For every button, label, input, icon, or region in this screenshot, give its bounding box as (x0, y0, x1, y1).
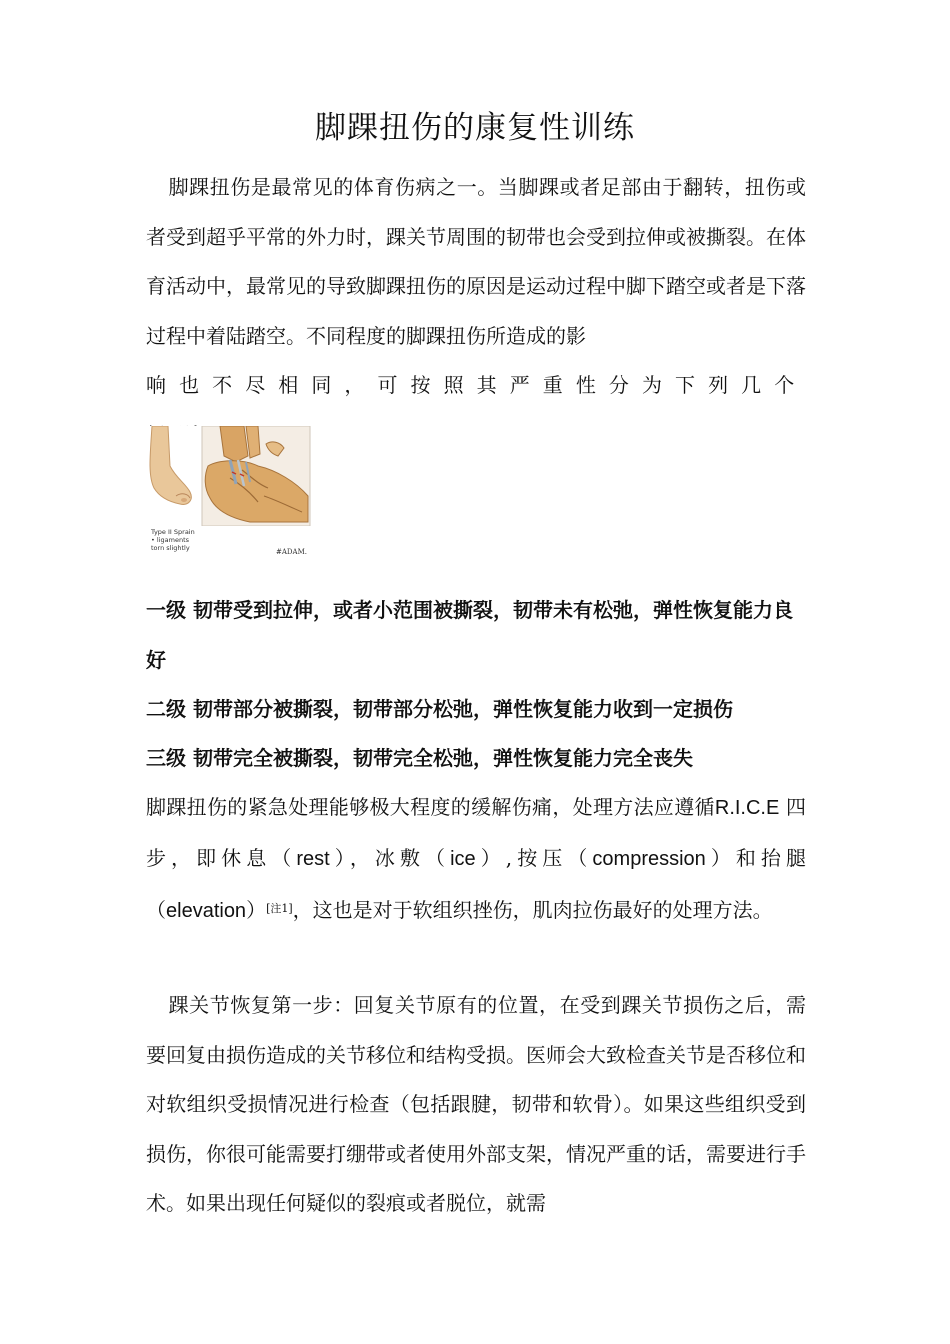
footnote-marker[interactable]: [注1] (266, 902, 293, 915)
ankle-sprain-illustration (146, 426, 312, 560)
intro-paragraph (146, 163, 806, 460)
level-three: 三级 韧带完全被撕裂，韧带完全松弛，弹性恢复能力完全丧失 (146, 746, 693, 770)
intro-last-line: 响也不尽相同，可按照其严重性分为下列几个 (146, 373, 806, 397)
level-one: 一级 韧带受到拉伸，或者小范围被撕裂，韧带未有松弛，弹性恢复能力良好 (146, 598, 793, 672)
treatment-paragraph: 脚踝扭伤的紧急处理能够极大程度的缓解伤痛，处理方法应遵循R.I.C.E 四步，即休息（rest），冰敷（ice）,按压（compression）和抬腿（elevation）[注1]，这也是对于软组织挫伤，肌肉拉伤最好的处理方法。 (146, 795, 807, 922)
figure-caption: Type II Sprain • ligaments torn slightly (151, 528, 195, 552)
intro-text: 脚踝扭伤是最常见的体育伤病之一。当脚踝或者足部由于翻转，扭伤或者受到超乎平常的外力时，踝关节周围的韧带也会受到拉伸或被撕裂。在体育活动中，最常见的导致脚踝扭伤的原因是运动过程中脚下踏空或者是下落过程中着陆踏空。不同程度的脚踝扭伤所造成的影 (146, 175, 806, 348)
recovery-paragraph (146, 981, 806, 1229)
page-title: 脚踝扭伤的康复性训练 (315, 110, 635, 146)
level-two: 二级 韧带部分被撕裂，韧带部分松弛，弹性恢复能力收到一定损伤 (146, 697, 733, 721)
recovery-text: 踝关节恢复第一步：回复关节原有的位置，在受到踝关节损伤之后，需要回复由损伤造成的关节移位和结构受损。医师会大致检查关节是否移位和对软组织受损情况进行检查（包括跟腱，韧带和软骨）。如果这些组织受到损伤，你很可能需要打绷带或者使用外部支架，情况严重的话，需要进行手术。如果出现任何疑似的裂痕或者脱位，就需 (146, 993, 806, 1215)
figure-credit: #ADAM. (276, 548, 307, 556)
